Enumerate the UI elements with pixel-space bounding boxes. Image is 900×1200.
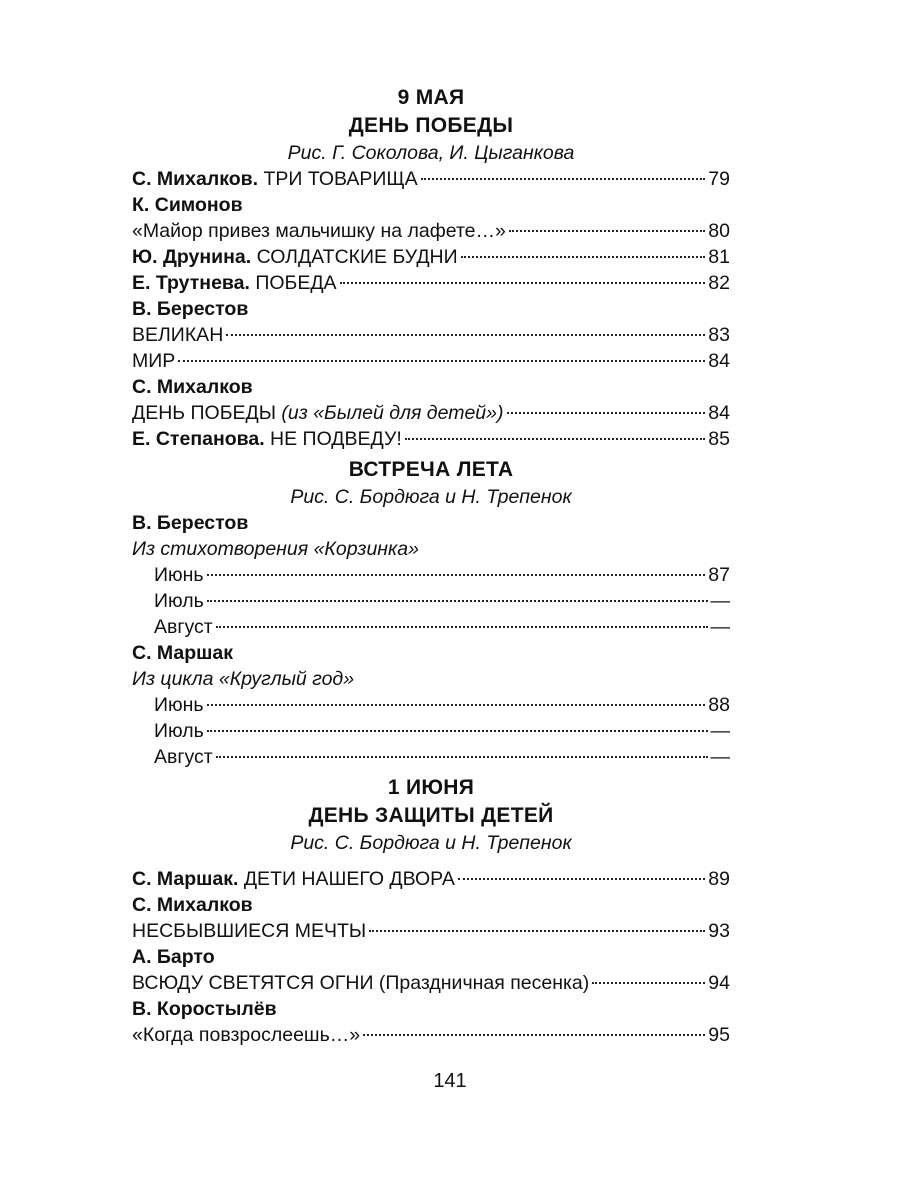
- toc-entry[interactable]: [132, 614, 730, 640]
- page-ref: 84: [708, 402, 730, 424]
- page-ref: 88: [708, 694, 730, 716]
- author-name: Е. Трутнева.: [132, 272, 250, 294]
- illustrators-credit: Рис. С. Бордюга и Н. Трепенок: [290, 486, 572, 508]
- page-ref: 80: [708, 220, 730, 242]
- dot-leader: [216, 756, 708, 758]
- toc-entry[interactable]: [132, 744, 730, 770]
- toc-entry[interactable]: [132, 400, 730, 426]
- page-number: 141: [433, 1070, 467, 1092]
- toc-entry[interactable]: [132, 166, 730, 192]
- entry-title: ДЕНЬ ПОБЕДЫ: [132, 402, 282, 424]
- dot-leader: [178, 360, 705, 362]
- entry-title: Август: [154, 616, 213, 638]
- entry-title: Август: [154, 746, 213, 768]
- page-ref: 79: [708, 168, 730, 190]
- dot-leader: [509, 230, 705, 232]
- author-name: С. Маршак: [132, 642, 234, 664]
- author-name: В. Берестов: [132, 298, 249, 320]
- entry-title: ВСЮДУ СВЕТЯТСЯ ОГНИ (Праздничная песенка): [132, 972, 590, 994]
- illustrators-credit: Рис. С. Бордюга и Н. Трепенок: [290, 832, 572, 854]
- entry-title: НЕ ПОДВЕДУ!: [264, 428, 402, 450]
- entry-title: ПОБЕДА: [249, 272, 337, 294]
- page-ref: 94: [708, 972, 730, 994]
- section-heading: 9 МАЯ: [397, 86, 465, 109]
- table-of-contents: [132, 84, 730, 1048]
- entry-title: «Майор привез мальчишку на лафете…»: [132, 220, 506, 242]
- page-ref: 81: [708, 246, 730, 268]
- page-ref: 84: [708, 350, 730, 372]
- author-name: С. Михалков.: [132, 168, 259, 190]
- author-name: Ю. Друнина.: [132, 246, 252, 268]
- dot-leader: [226, 334, 705, 336]
- author-name: С. Маршак.: [132, 868, 239, 890]
- entry-title: Июнь: [154, 694, 204, 716]
- entry-title: «Когда повзрослеешь…»: [132, 1024, 361, 1046]
- toc-entry[interactable]: [132, 562, 730, 588]
- section-heading: 1 ИЮНЯ: [387, 776, 475, 799]
- dot-leader: [207, 730, 708, 732]
- illustrators-credit: Рис. Г. Соколова, И. Цыганкова: [287, 142, 575, 164]
- dot-leader: [207, 704, 706, 706]
- toc-entry[interactable]: [132, 866, 730, 892]
- section-heading: ДЕНЬ ПОБЕДЫ: [348, 114, 514, 137]
- page-ref: —: [710, 616, 730, 638]
- section-heading: ВСТРЕЧА ЛЕТА: [348, 458, 514, 481]
- page-ref: —: [710, 590, 730, 612]
- toc-entry[interactable]: [132, 918, 730, 944]
- toc-entry[interactable]: [132, 270, 730, 296]
- toc-entry[interactable]: [132, 426, 730, 452]
- dot-leader: [216, 626, 708, 628]
- entry-title: НЕСБЫВШИЕСЯ МЕЧТЫ: [132, 920, 367, 942]
- section-heading: ДЕНЬ ЗАЩИТЫ ДЕТЕЙ: [308, 804, 554, 827]
- toc-entry[interactable]: [132, 588, 730, 614]
- dot-leader: [507, 412, 706, 414]
- entry-title: Июнь: [154, 564, 204, 586]
- page-ref: 89: [708, 868, 730, 890]
- toc-entry[interactable]: [132, 692, 730, 718]
- author-name: С. Михалков: [132, 376, 253, 398]
- page-ref: —: [710, 746, 730, 768]
- author-name: А. Барто: [132, 946, 215, 968]
- dot-leader: [405, 438, 706, 440]
- page-ref: 95: [708, 1024, 730, 1046]
- dot-leader: [340, 282, 706, 284]
- dot-leader: [421, 178, 706, 180]
- author-name: С. Михалков: [132, 894, 253, 916]
- author-name: Е. Степанова.: [132, 428, 265, 450]
- toc-entry[interactable]: [132, 218, 730, 244]
- entry-title: МИР: [132, 350, 176, 372]
- dot-leader: [207, 600, 708, 602]
- author-name: В. Берестов: [132, 512, 249, 534]
- entry-title: Июль: [154, 590, 204, 612]
- page-ref: 85: [708, 428, 730, 450]
- page-ref: 83: [708, 324, 730, 346]
- author-name: В. Коростылёв: [132, 998, 277, 1020]
- author-name: К. Симонов: [132, 194, 243, 216]
- dot-leader: [207, 574, 706, 576]
- dot-leader: [461, 256, 706, 258]
- dot-leader: [363, 1034, 705, 1036]
- dot-leader: [369, 930, 705, 932]
- page-ref: —: [710, 720, 730, 742]
- dot-leader: [458, 878, 705, 880]
- entry-title: ТРИ ТОВАРИЩА: [258, 168, 418, 190]
- entry-title: Июль: [154, 720, 204, 742]
- toc-entry[interactable]: [132, 1022, 730, 1048]
- page-ref: 82: [708, 272, 730, 294]
- toc-entry[interactable]: [132, 244, 730, 270]
- toc-entry[interactable]: [132, 718, 730, 744]
- entry-title: СОЛДАТСКИЕ БУДНИ: [251, 246, 458, 268]
- entry-note: (из «Былей для детей»): [281, 402, 504, 424]
- entry-note: Из стихотворения «Корзинка»: [132, 538, 419, 560]
- entry-title: ВЕЛИКАН: [132, 324, 224, 346]
- dot-leader: [592, 982, 705, 984]
- toc-entry[interactable]: [132, 348, 730, 374]
- toc-entry[interactable]: [132, 322, 730, 348]
- entry-title: ДЕТИ НАШЕГО ДВОРА: [238, 868, 455, 890]
- entry-note: Из цикла «Круглый год»: [132, 668, 355, 690]
- page-ref: 93: [708, 920, 730, 942]
- toc-entry[interactable]: [132, 970, 730, 996]
- page-ref: 87: [708, 564, 730, 586]
